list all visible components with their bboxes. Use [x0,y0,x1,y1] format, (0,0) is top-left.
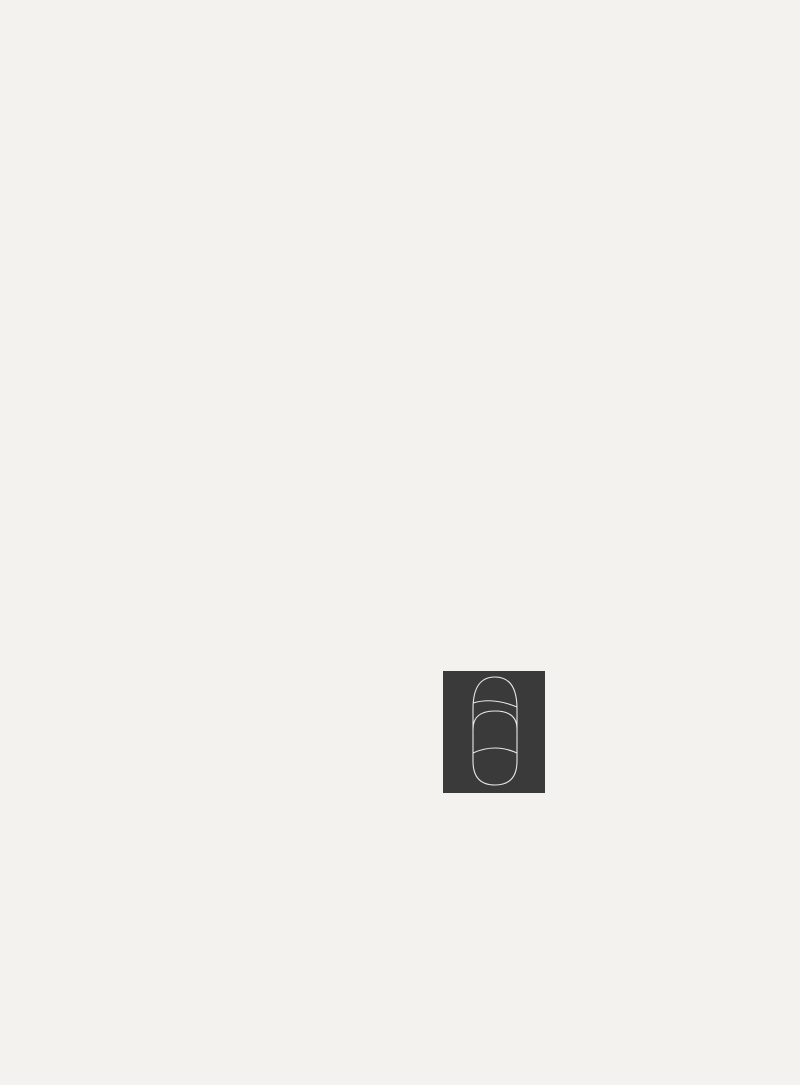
embryo-diagram [443,671,545,793]
figure-embryo [443,671,545,793]
figure-background [443,671,545,793]
